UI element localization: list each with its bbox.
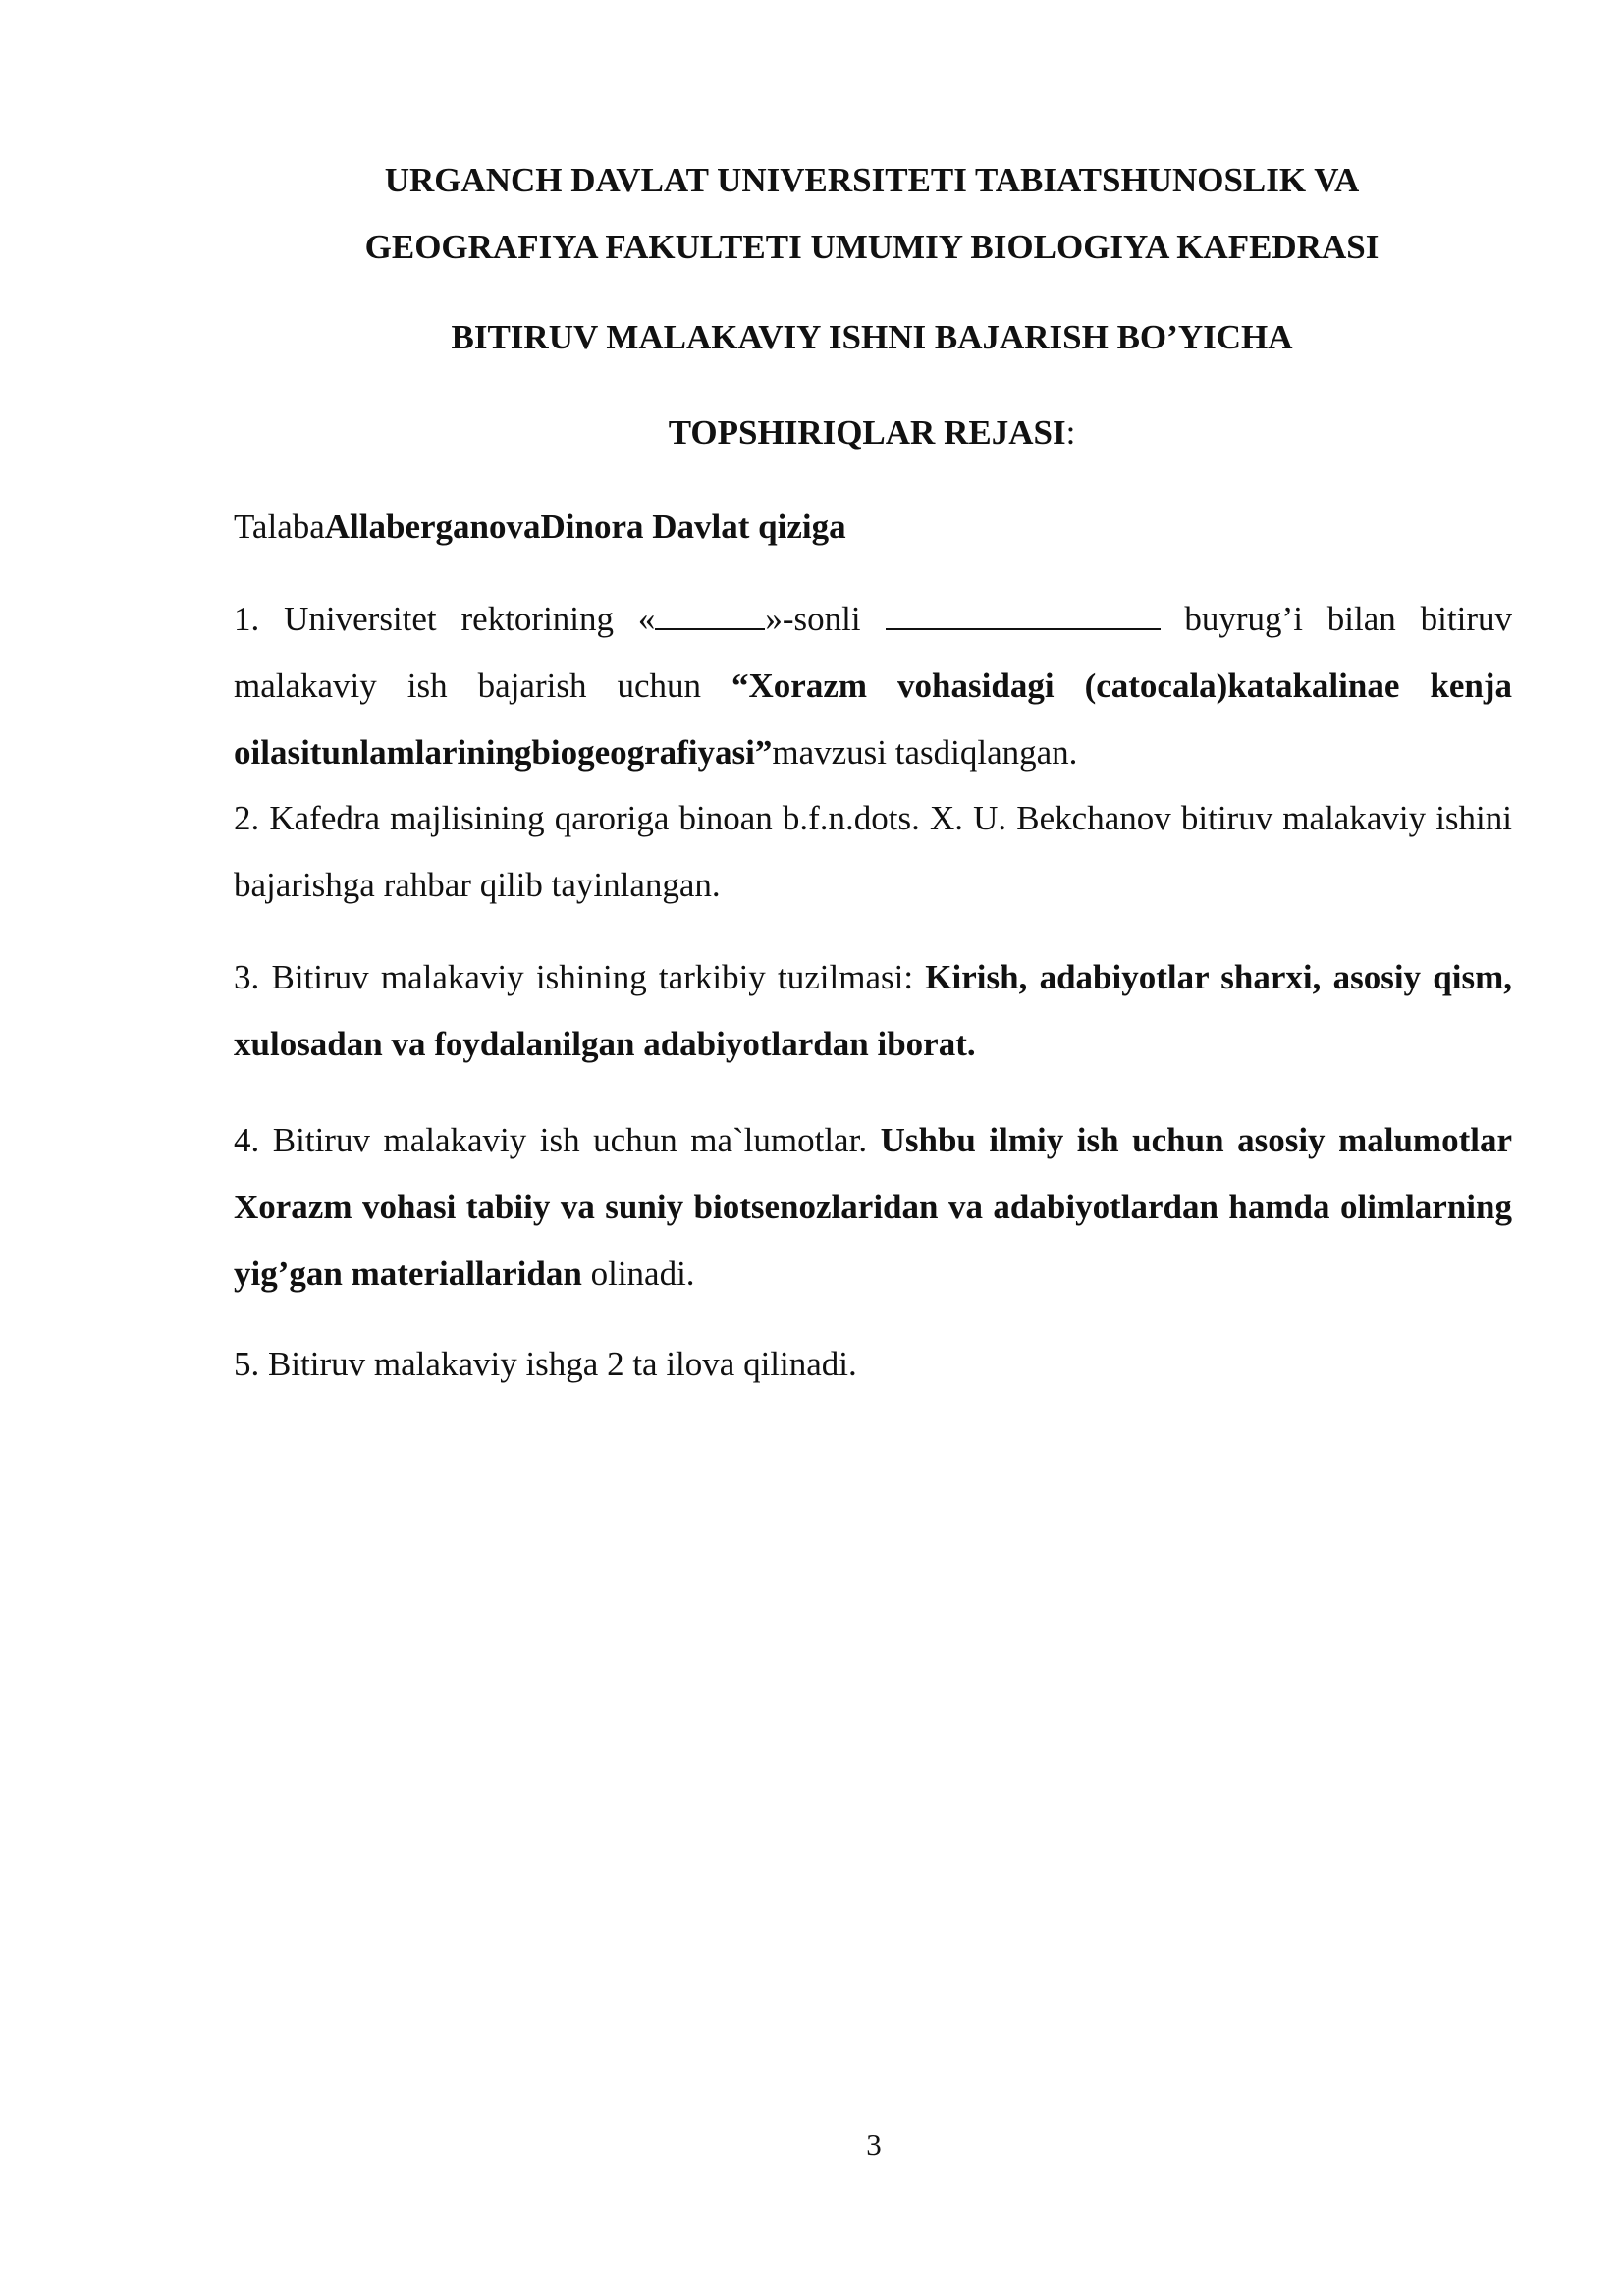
student-label: Talaba: [234, 507, 325, 546]
item-1-paragraph: [234, 586, 1512, 786]
item-4-suffix: olinadi.: [581, 1255, 695, 1293]
order-date-blank: [886, 599, 1161, 630]
item-1-suffix: mavzusi tasdiqlangan.: [772, 733, 1078, 772]
item-1-after-blank: buyrug’i bilan bitiruv malakaviy ish bajarish uchun: [234, 600, 1512, 705]
student-line: [234, 494, 1512, 561]
item-5-paragraph: 5. Bitiruv malakaviy ishga 2 ta ilova qilinadi.: [234, 1345, 857, 1383]
item-2-paragraph: 2. Kafedra majlisining qaroriga binoan b.f.n.dots. X. U. Bekchanov bitiruv malakaviy ishini bajarishga rahbar qilib tayinlangan.: [234, 799, 1512, 904]
item-1-prefix: 1. Universitet rektorining «: [234, 600, 656, 638]
student-name: AllaberganovaDinora Davlat qiziga: [324, 507, 846, 546]
university-heading-line2: GEOGRAFIYA FAKULTETI UMUMIY BIOLOGIYA KAFEDRASI: [364, 228, 1380, 266]
item-3-paragraph: [234, 944, 1512, 1078]
university-heading-line1: URGANCH DAVLAT UNIVERSITETI TABIATSHUNOSLIK VA: [384, 161, 1360, 199]
item-1-mid: »-sonli: [765, 600, 886, 638]
page-number: 3: [866, 2127, 882, 2162]
item-4-prefix: 4. Bitiruv malakaviy ish uchun ma`lumotlar.: [234, 1121, 881, 1159]
document-subtitle: BITIRUV MALAKAVIY ISHNI BAJARISH BO’YICHA: [451, 318, 1293, 356]
item-3-prefix: 3. Bitiruv malakaviy ishining tarkibiy tuzilmasi:: [234, 958, 926, 996]
plan-title-text: TOPSHIRIQLAR REJASI: [668, 413, 1066, 452]
thesis-topic: “Xorazm vohasidagi (catocala)katakalinae kenja oilasitunlamlariningbiogeografiyasi”: [234, 667, 1512, 772]
plan-title-colon: :: [1065, 413, 1076, 452]
item-4-paragraph: [234, 1107, 1512, 1308]
order-number-blank: [655, 599, 765, 630]
data-sources: Ushbu ilmiy ish uchun asosiy malumotlar Xorazm vohasi tabiiy va suniy biotsenozlaridan va adabiyotlardan hamda olimlarning yig’gan materiallaridan: [234, 1121, 1512, 1293]
university-heading: [234, 147, 1510, 281]
plan-title: [234, 400, 1510, 466]
thesis-structure: Kirish, adabiyotlar sharxi, asosiy qism, xulosadan va foydalanilgan adabiyotlardan iborat.: [234, 958, 1512, 1063]
